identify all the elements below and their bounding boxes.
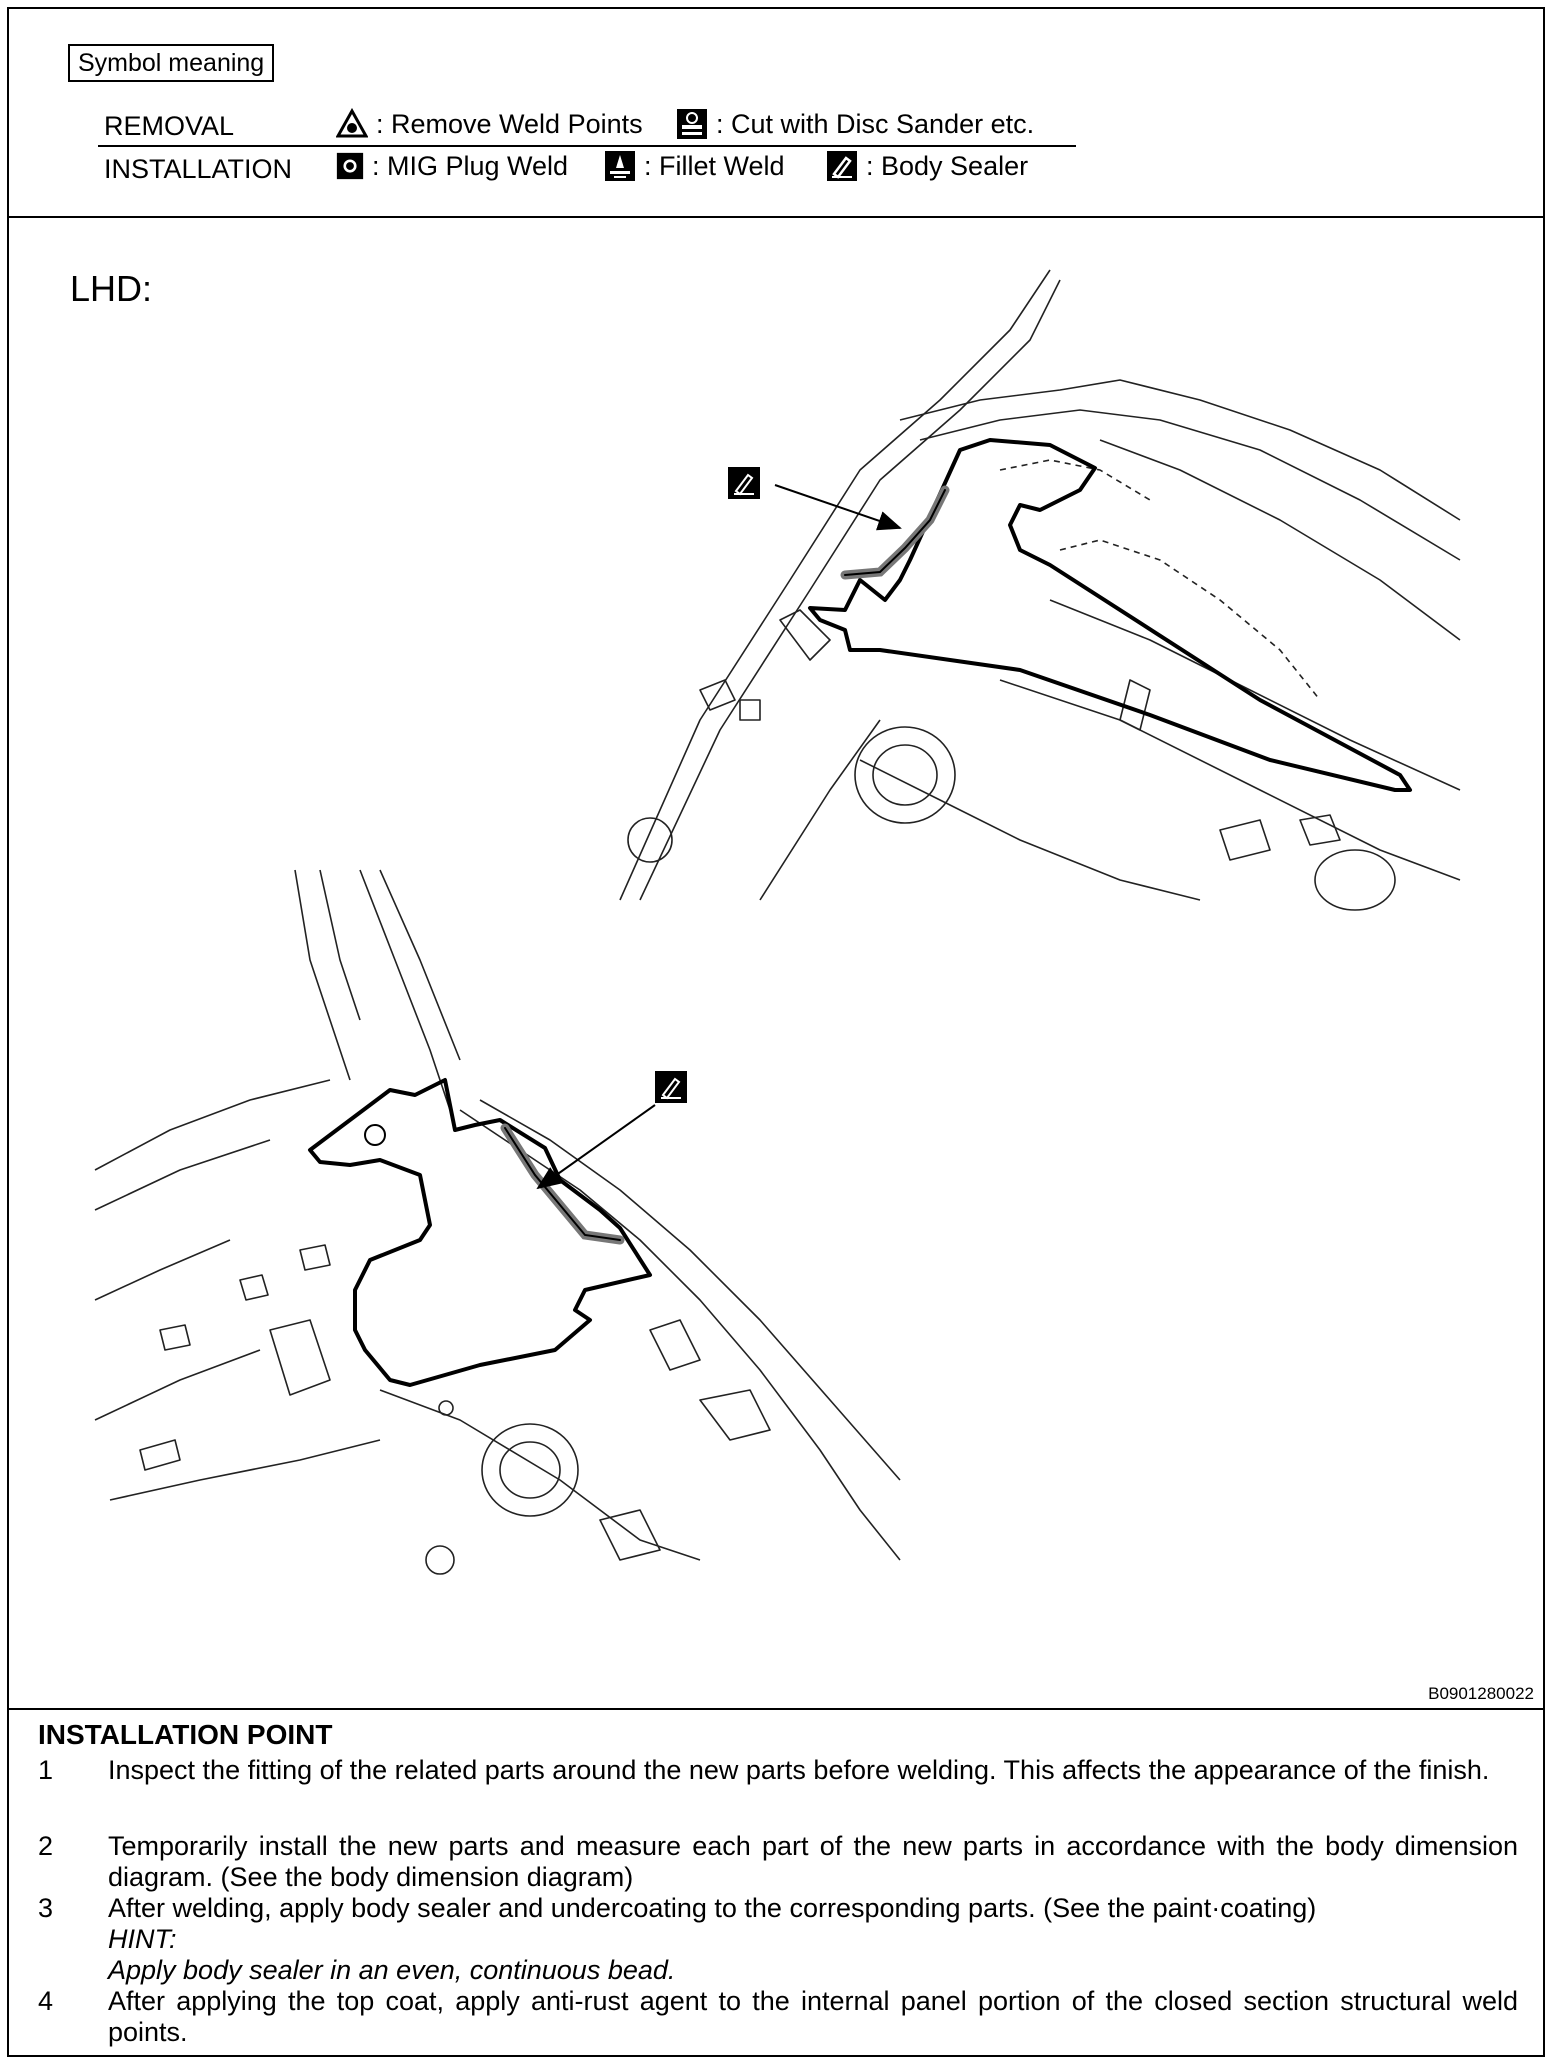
symbol-meaning-label: Symbol meaning <box>68 44 274 82</box>
step-text: Inspect the fitting of the related parts around the new parts before welding. This affects the appearance of the finish. <box>108 1755 1490 1785</box>
step-number: 3 <box>38 1893 54 1923</box>
step-text: After welding, apply body sealer and undercoating to the corresponding parts. (See the paint·coating) <box>108 1893 1317 1923</box>
figure-divider <box>7 1708 1545 1710</box>
upper-sealer-bead <box>845 490 945 575</box>
remove-weld-points-text: : Remove Weld Points <box>376 109 643 139</box>
installation-point-title: INSTALLATION POINT <box>38 1719 333 1750</box>
upper-new-part-outline <box>810 440 1410 790</box>
removal-label: REMOVAL <box>104 111 235 141</box>
step-number: 2 <box>38 1831 54 1861</box>
step-2 <box>38 1831 1518 1893</box>
upper-illustration <box>620 270 1460 910</box>
step-number: 1 <box>38 1755 54 1785</box>
mig-plug-weld-text: : MIG Plug Weld <box>372 151 569 181</box>
step-text: After applying the top coat, apply anti-rust agent to the internal panel portion of the closed section structural weld points. <box>108 1986 1518 2047</box>
hint-label: HINT: <box>108 1924 177 1954</box>
lhd-heading: LHD: <box>70 268 153 309</box>
step-text: Temporarily install the new parts and measure each part of the new parts in accordance with the body dimension diagram. (See the body dimension diagram) <box>108 1831 1518 1892</box>
step-number: 4 <box>38 1986 54 2016</box>
disc-sander-text: : Cut with Disc Sander etc. <box>716 109 1035 139</box>
hint-text: Apply body sealer in an even, continuous bead. <box>108 1955 676 1985</box>
installation-label: INSTALLATION <box>104 154 293 184</box>
step-4 <box>38 1986 1518 2048</box>
figure-code: B0901280022 <box>1428 1684 1534 1703</box>
lower-illustration <box>95 870 900 1574</box>
step-1 <box>38 1755 1518 1786</box>
step-3 <box>38 1893 1518 1924</box>
upper-callout-arrow <box>775 485 900 528</box>
fillet-weld-text: : Fillet Weld <box>644 151 785 181</box>
lower-callout-arrow <box>538 1105 655 1188</box>
body-sealer-text: : Body Sealer <box>866 151 1029 181</box>
